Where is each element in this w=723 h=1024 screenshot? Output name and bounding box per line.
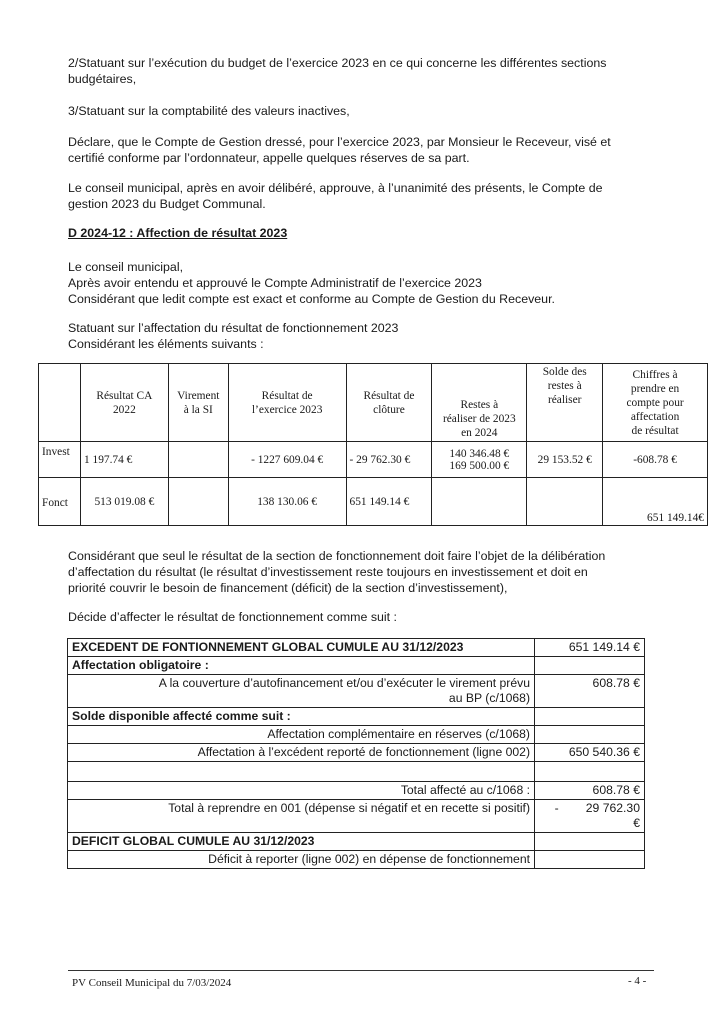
cell-chiffres: -608.78 € (603, 442, 708, 478)
deficit-reporter-label: Déficit à reporter (ligne 002) en dépense de fonctionnement (68, 851, 535, 869)
excedent-label: EXCEDENT DE FONTIONNEMENT GLOBAL CUMULE AU 31/12/2023 (68, 639, 535, 657)
table-row (68, 639, 645, 657)
excedent-reporte-label: Affectation à l’excédent reporté de fonctionnement (ligne 002) (68, 744, 535, 762)
page-number: - 4 - (628, 975, 647, 987)
table-row-fonct (39, 478, 708, 526)
footer-divider (68, 970, 654, 971)
affectation-complementaire-value (535, 726, 645, 744)
header-cell-empty (39, 364, 81, 442)
table-row (68, 744, 645, 762)
text-line: Considérant que seul le résultat de la section de fonctionnement doit faire l’objet de la délibération (68, 549, 606, 563)
table-row (68, 726, 645, 744)
text-line: Décide d’affecter le résultat de fonctionnement comme suit : (68, 610, 397, 624)
table-row-empty (68, 762, 645, 782)
footer-title: PV Conseil Municipal du 7/03/2024 (72, 977, 232, 989)
text-line: d’affectation du résultat (le résultat d’investissement reste toujours en investissement et doit en (68, 565, 588, 579)
deficit-label: DEFICIT GLOBAL CUMULE AU 31/12/2023 (68, 833, 535, 851)
cell-chiffres: 651 149.14€ (603, 478, 708, 526)
deficit-reporter-value (535, 851, 645, 869)
excedent-reporte-value: 650 540.36 € (535, 744, 645, 762)
total-affecte-value: 608.78 € (535, 782, 645, 800)
cell-exercice: 138 130.06 € (228, 478, 346, 526)
row-label: Invest (39, 442, 81, 478)
paragraph-inactive-values (68, 103, 658, 119)
header-solde: Solde des restes à réaliser (527, 364, 603, 442)
allocation-table (67, 638, 645, 869)
total-affecte-label: Total affecté au c/1068 : (68, 782, 535, 800)
solde-disponible-label: Solde disponible affecté comme suit : (68, 708, 535, 726)
section-heading: D 2024-12 : Affection de résultat 2023 (68, 226, 288, 240)
text-line: Le conseil municipal, après en avoir délibéré, approuve, à l’unanimité des présents, le Compte de (68, 181, 603, 195)
affectation-obligatoire-value (535, 657, 645, 675)
text-line: Déclare, que le Compte de Gestion dressé, pour l’exercice 2023, par Monsieur le Receveur, visé et (68, 135, 611, 149)
text-line: certifié conforme par l’ordonnateur, appelle quelques réserves de sa part. (68, 151, 470, 165)
header-exercice: Résultat de l’exercice 2023 (228, 364, 346, 442)
text-line: Le conseil municipal, (68, 260, 184, 274)
cell-ca2022: 513 019.08 € (80, 478, 168, 526)
affectation-complementaire-label: Affectation complémentaire en réserves (c/1068) (68, 726, 535, 744)
paragraph-budget-execution (68, 55, 658, 87)
table-row (68, 657, 645, 675)
total-reprendre-value: - 29 762.30 € (535, 800, 645, 833)
text-line: gestion 2023 du Budget Communal. (68, 197, 266, 211)
paragraph-considering (68, 548, 658, 596)
cell-exercice: - 1227 609.04 € (228, 442, 346, 478)
row-label: Fonct (39, 478, 81, 526)
table-row (68, 851, 645, 869)
table-row (68, 708, 645, 726)
text-line: budgétaires, (68, 72, 137, 86)
cell-solde (527, 478, 603, 526)
cell-virement (168, 442, 228, 478)
text-line: Considérant les éléments suivants : (68, 337, 264, 351)
table-row (68, 833, 645, 851)
header-ca2022: Résultat CA 2022 (80, 364, 168, 442)
table-row (68, 800, 645, 833)
paragraph-council (68, 259, 658, 307)
paragraph-statuant (68, 320, 658, 352)
header-chiffres: Chiffres à prendre en compte pour affectation de résultat (603, 364, 708, 442)
header-restes: Restes à réaliser de 2023 en 2024 (432, 364, 527, 442)
total-reprendre-label: Total à reprendre en 001 (dépense si négatif et en recette si positif) (68, 800, 535, 833)
table-row (68, 675, 645, 708)
cell-restes: 140 346.48 € 169 500.00 € (432, 442, 527, 478)
text-line: priorité couvrir le besoin de financement (déficit) de la section d’investissement), (68, 581, 508, 595)
table-header-row (39, 364, 708, 442)
text-line: Après avoir entendu et approuvé le Compte Administratif de l’exercice 2023 (68, 276, 482, 290)
text-line: 3/Statuant sur la comptabilité des valeurs inactives, (68, 104, 350, 118)
table-row (68, 782, 645, 800)
cell-solde: 29 153.52 € (527, 442, 603, 478)
couverture-label: A la couverture d’autofinancement et/ou d’exécuter le virement prévu au BP (c/1068) (68, 675, 535, 708)
solde-disponible-value (535, 708, 645, 726)
empty-label (68, 762, 535, 782)
cell-virement (168, 478, 228, 526)
header-virement: Virement à la SI (168, 364, 228, 442)
cell-cloture: 651 149.14 € (346, 478, 432, 526)
results-table (38, 363, 708, 526)
excedent-value: 651 149.14 € (535, 639, 645, 657)
paragraph-decide (68, 609, 658, 625)
table-row-invest (39, 442, 708, 478)
header-cloture: Résultat de clôture (346, 364, 432, 442)
paragraph-approval (68, 180, 658, 212)
deficit-value (535, 833, 645, 851)
cell-ca2022: 1 197.74 € (80, 442, 168, 478)
text-line: Considérant que ledit compte est exact et conforme au Compte de Gestion du Receveur. (68, 292, 555, 306)
paragraph-declare (68, 134, 658, 166)
text-line: Statuant sur l’affectation du résultat de fonctionnement 2023 (68, 321, 399, 335)
cell-cloture: - 29 762.30 € (346, 442, 432, 478)
text-line: 2/Statuant sur l’exécution du budget de l’exercice 2023 en ce qui concerne les différentes sections (68, 56, 607, 70)
couverture-value: 608.78 € (535, 675, 645, 708)
cell-restes (432, 478, 527, 526)
affectation-obligatoire-label: Affectation obligatoire : (68, 657, 535, 675)
empty-value (535, 762, 645, 782)
